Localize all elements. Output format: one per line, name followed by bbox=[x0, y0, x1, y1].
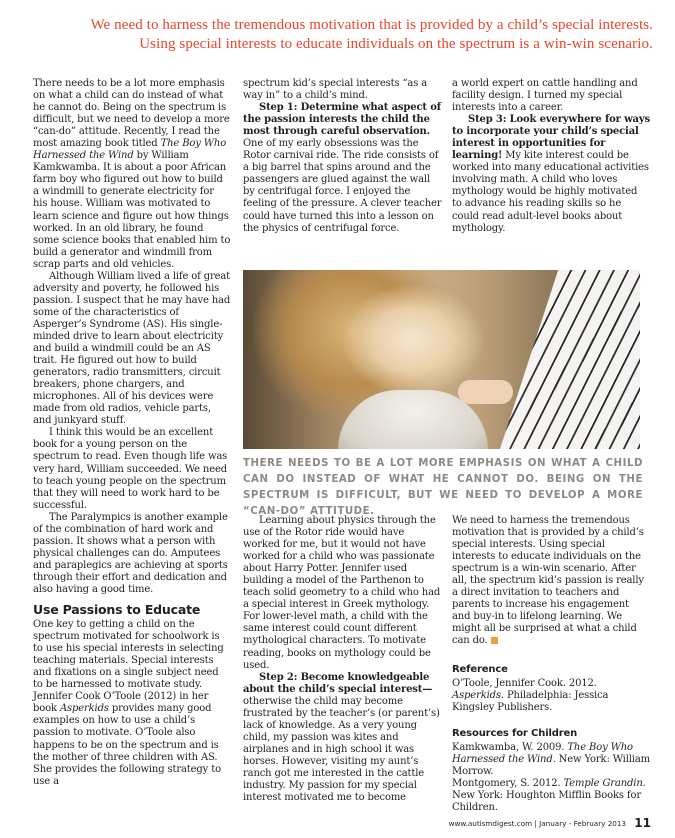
paragraph: Although William lived a life of great adversity and poverty, he followed his passion. I suspect that he may have had some of the characteristics of Asperger’s Syndrome (AS). His single-minded drive to learn about electricity and build a windmill could be an AS trait. He figured out how to build generators, radio transmitters, circuit breakers, phone chargers, and microphones. All of his devices were made from old radios, vehicle parts, and junkyard stuff. bbox=[33, 270, 231, 427]
text-run: . New York: William Morrow. bbox=[452, 753, 650, 777]
book-title: Asperkids bbox=[452, 689, 501, 701]
footer-issue: January - February 2013 bbox=[539, 819, 626, 828]
paragraph bbox=[452, 114, 650, 234]
pull-quote-banner bbox=[0, 0, 675, 56]
page-number: 11 bbox=[634, 816, 651, 830]
paragraph bbox=[33, 619, 231, 788]
end-mark-icon bbox=[491, 637, 498, 644]
photo-caption: THERE NEEDS TO BE A LOT MORE EMPHASIS ON WHAT A CHILD CAN DO INSTEAD OF WHAT HE CANNOT DO. BEING ON THE SPECTRUM IS DIFFICULT, BUT WE NEED TO DEVELOP A MORE “CAN-DO” ATTITUDE. bbox=[243, 458, 643, 517]
footer-site: www.autismdigest.com bbox=[448, 819, 533, 828]
column-2-bottom bbox=[243, 515, 443, 804]
text-run: . Philadelphia: Jessica Kingsley Publishers. bbox=[452, 689, 609, 713]
paragraph: a world expert on cattle handling and facility design. I turned my special interests into a career. bbox=[452, 78, 638, 114]
photo-piano-keys bbox=[500, 270, 640, 449]
step-1-heading: Step 1: Determine what aspect of the passion interests the child the most through careful observation. bbox=[243, 102, 441, 138]
step-2-heading: Step 2: Become knowledgeable about the child’s special interest— bbox=[243, 671, 433, 695]
footer-separator: | bbox=[534, 819, 540, 828]
text-run: We need to harness the tremendous motivation that is provided by a child’s special interests. Using special interests to educate individuals on the spectrum is a win-win scenario. After all, the spectrum kid’s passion is really a direct invitation to teachers and parents to increase his engagement and buy-in to lifelong learning. We might all be surprised at what a child can do. bbox=[452, 515, 644, 647]
paragraph bbox=[33, 78, 231, 271]
paragraph bbox=[452, 515, 650, 648]
pull-quote-line-2: Using special interests to educate individuals on the spectrum is a win-win scenario. bbox=[139, 36, 653, 52]
text-run: O’Toole, Jennifer Cook. 2012. bbox=[452, 677, 597, 689]
reference-entry bbox=[452, 678, 650, 714]
pull-quote bbox=[90, 16, 653, 54]
text-run: One key to getting a child on the spectrum motivated for schoolwork is to use his special interests in selecting teaching materials. Special interests and fixations on a single subject need to be harnessed to motivate study. Jennifer Cook O’Toole (2012) in her book bbox=[33, 619, 224, 715]
paragraph bbox=[243, 102, 443, 235]
resource-entry bbox=[452, 778, 650, 814]
book-title: The Boy Who Harnessed the Wind bbox=[33, 138, 227, 162]
resource-entry bbox=[452, 742, 650, 778]
spacer bbox=[452, 648, 650, 664]
resources-heading: Resources for Children bbox=[452, 727, 578, 739]
book-title: Temple Grandin bbox=[563, 777, 643, 789]
text-run: otherwise the child may become frustrated by the teacher’s (or parent’s) lack of knowledge. As a very young child, my passion was kites and airplanes and in high school it was horses. However, visiting my aunt’s ranch got me interested in the cattle industry. My passion for my special interest motivated me to become bbox=[243, 695, 440, 804]
paragraph: The Paralympics is another example of the combination of hard work and passion. It shows what a person with physical challenges can do. Amputees and paraplegics are achieving at sports through their effort and dedication and also having a good time. bbox=[33, 511, 228, 595]
text-run: by William Kamkwamba. It is about a poor African farm boy who figured out how to build a windmill to generate electricity for his house. William was motivated to learn science and figure out how things worked. In an old library, he found some science books that enabled him to build a generator and windmill from scrap parts and old vehicles. bbox=[33, 150, 231, 270]
pull-quote-line-1: We need to harness the tremendous motivation that is provided by a child’s special interests. bbox=[90, 17, 653, 33]
text-run: Kamkwamba, W. 2009. bbox=[452, 741, 568, 753]
girl-at-piano-photo bbox=[243, 270, 640, 449]
paragraph: spectrum kid’s special interests “as a way in” to a child’s mind. bbox=[243, 78, 428, 102]
paragraph: I think this would be an excellent book for a young person on the spectrum to read. Even though life was very hard, William succeeded. We need to teach young people on the spectrum that they will need to work hard to be successful. bbox=[33, 427, 228, 511]
book-title: The Boy Who Harnessed the Wind bbox=[452, 741, 633, 765]
reference-heading: Reference bbox=[452, 663, 508, 675]
text-run: . New York: Houghton Mifflin Books for Children. bbox=[452, 777, 646, 813]
text-run: One of my early obsessions was the Rotor carnival ride. The ride consists of a big barrel that spins around and the passengers are glued against the wall by centrifugal force. I enjoyed the feeling of the pressure. A clever teacher could have turned this into a lesson on the physics of centrifugal force. bbox=[243, 138, 442, 234]
column-1 bbox=[33, 78, 231, 788]
text-run: My kite interest could be worked into many educational activities involving math. A child who loves mythology would be highly motivated to advance his reading skills so he could read adult-level books about mythology. bbox=[452, 150, 649, 234]
section-heading: Use Passions to Educate bbox=[33, 602, 201, 618]
paragraph: Learning about physics through the use of the Rotor ride would have worked for me, but it would not have worked for a child who was passionate about Harry Potter. Jennifer used building a model of the Parthenon to teach solid geometry to a child who had a special interest in Greek mythology. For lower-level math, a child with the same interest could count different mythological characters. To motivate reading, books on mythology could be used. bbox=[243, 515, 441, 671]
text-run: There needs to be a lot more emphasis on what a child can do instead of what he cannot do. Being on the spectrum is difficult, but we need to develop a more “can-do” attitude. Recently, I read the most amazing book titled bbox=[33, 78, 230, 150]
column-3-top bbox=[452, 78, 650, 235]
page-footer bbox=[449, 816, 651, 830]
paragraph bbox=[243, 672, 443, 805]
text-run: Montgomery, S. 2012. bbox=[452, 777, 564, 789]
step-3-heading: Step 3: Look everywhere for ways to incorporate your child’s special interest in opportunities for learning! bbox=[452, 114, 651, 162]
column-2-top bbox=[243, 78, 443, 235]
book-title: Asperkids bbox=[59, 703, 109, 715]
photo-hand-shape bbox=[458, 380, 513, 404]
column-3-bottom bbox=[452, 515, 650, 814]
spacer bbox=[452, 714, 650, 728]
text-run: provides many good examples on how to use a child’s passion to motivate. O’Toole also happens to be on the spectrum and is the mother of three children with AS. She provides the following strategy to use a bbox=[33, 703, 221, 787]
